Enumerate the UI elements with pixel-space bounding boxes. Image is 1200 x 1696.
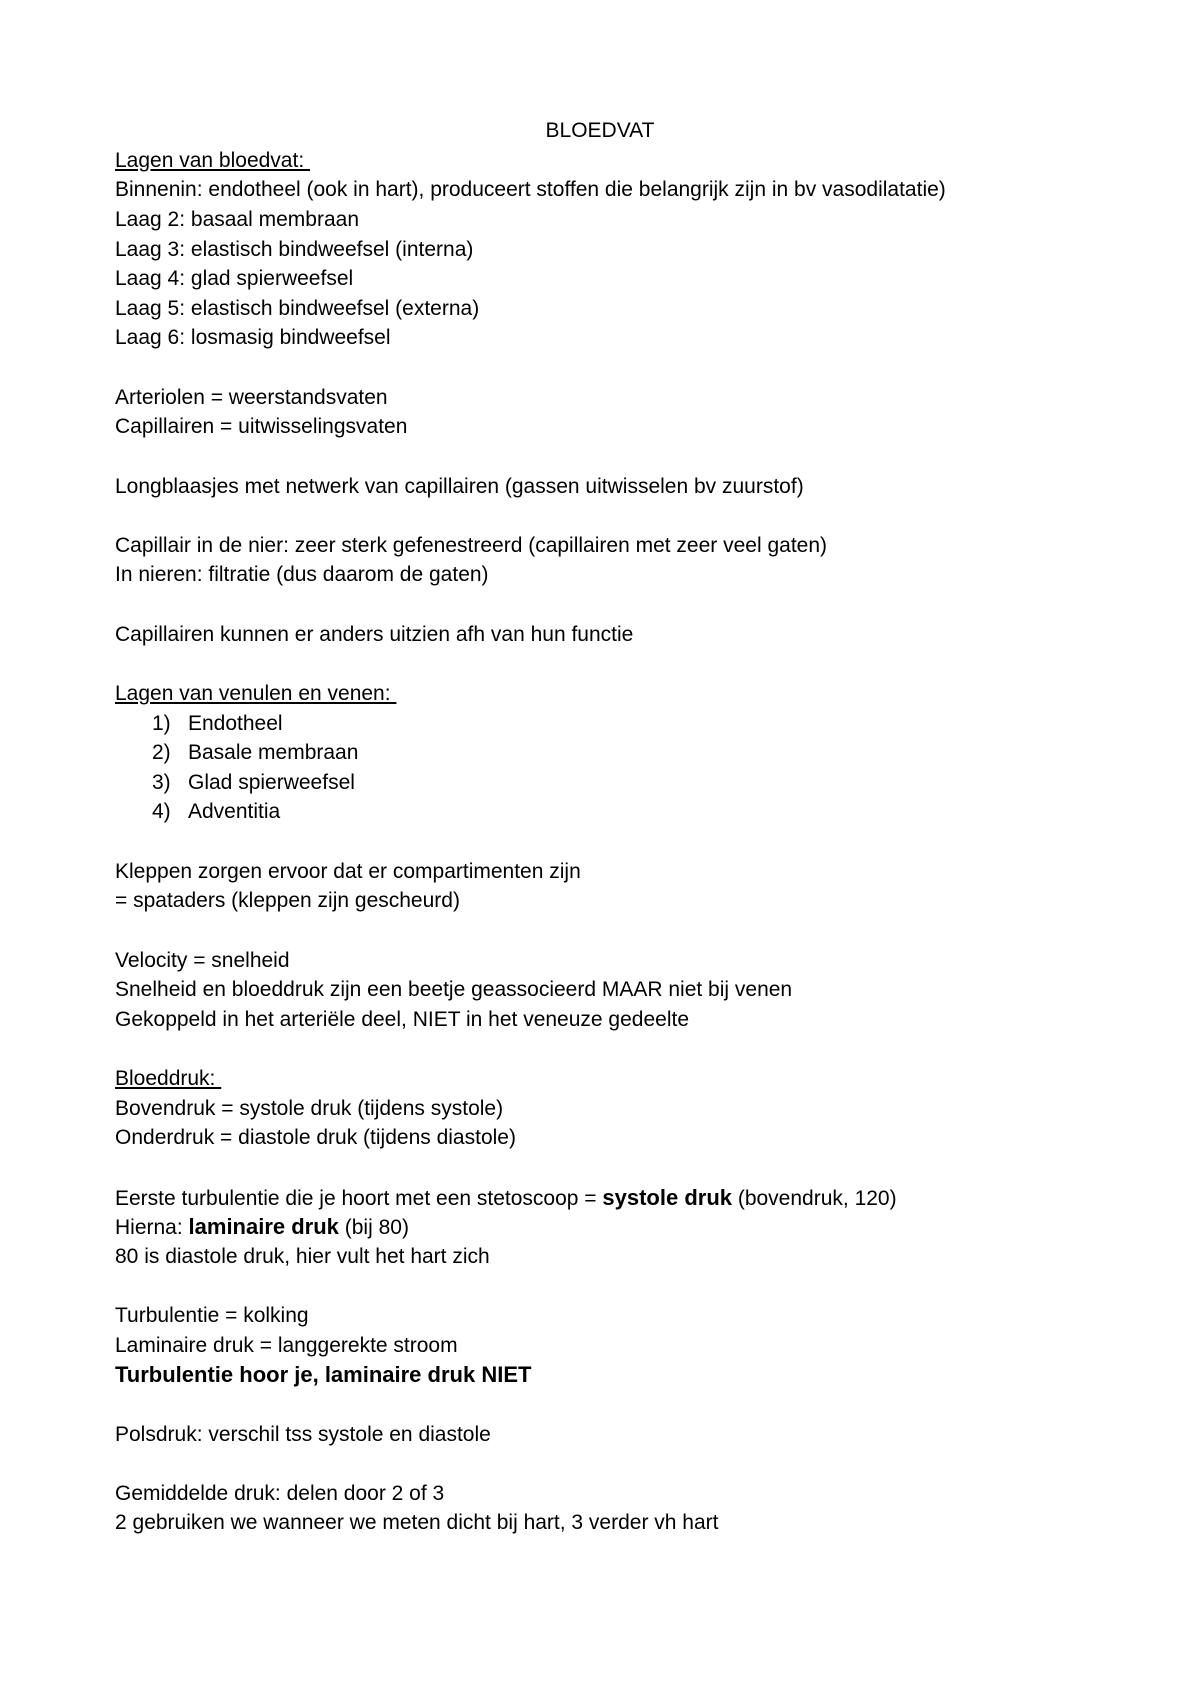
longblaasjes-line: Longblaasjes met netwerk van capillairen (gassen uitwisselen bv zuurstof) bbox=[115, 474, 804, 498]
polsdruk-line: Polsdruk: verschil tss systole en diastole bbox=[115, 1422, 491, 1446]
definition-line-2: Laminaire druk = langgerekte stroom bbox=[115, 1333, 458, 1357]
kleppen-line-2: = spataders (kleppen zijn gescheurd) bbox=[115, 889, 460, 913]
bloeddruk-line-1: Bovendruk = systole druk (tijdens systole) bbox=[115, 1096, 504, 1120]
layer-line-2: Laag 2: basaal membraan bbox=[115, 207, 359, 231]
blank-line bbox=[115, 1153, 1085, 1183]
list-item-text: Basale membraan bbox=[188, 741, 359, 765]
layer-line-3: Laag 3: elastisch bindweefsel (interna) bbox=[115, 237, 474, 261]
layer-line-6: Laag 6: losmasig bindweefsel bbox=[115, 326, 391, 350]
hierna-line bbox=[115, 1212, 1085, 1242]
venen-heading bbox=[115, 679, 1085, 709]
bloeddruk-line-2: Onderdruk = diastole druk (tijdens diastole) bbox=[115, 1126, 516, 1150]
gemiddelde-line-2: 2 gebruiken we wanneer we meten dicht bij hart, 3 verder vh hart bbox=[115, 1511, 719, 1535]
document-page bbox=[115, 116, 1085, 1538]
document-title-text: BLOEDVAT bbox=[545, 119, 655, 142]
velocity-line-1: Velocity = snelheid bbox=[115, 948, 290, 972]
kleppen-line-1: Kleppen zorgen ervoor dat er compartimenten zijn bbox=[115, 859, 581, 883]
list-item bbox=[115, 768, 1085, 798]
blank-line bbox=[115, 827, 1085, 857]
layers-heading bbox=[115, 146, 1085, 176]
blank-line bbox=[115, 1034, 1085, 1064]
bloeddruk-heading-text: Bloeddruk: bbox=[115, 1067, 222, 1090]
blank-line bbox=[115, 353, 1085, 383]
layer-line-4: Laag 4: glad spierweefsel bbox=[115, 267, 354, 291]
list-item-text: Endotheel bbox=[188, 711, 283, 735]
layers-heading-text: Lagen van bloedvat: bbox=[115, 148, 310, 172]
turbulentie-line-before: Eerste turbulentie die je hoort met een stetoscoop = bbox=[115, 1186, 603, 1210]
nier-line-2: In nieren: filtratie (dus daarom de gaten) bbox=[115, 563, 489, 587]
document-title bbox=[115, 116, 1085, 146]
vessel-line-capillairen: Capillairen = uitwisselingsvaten bbox=[115, 415, 408, 439]
hierna-line-before: Hierna: bbox=[115, 1216, 189, 1240]
layer-line-5: Laag 5: elastisch bindweefsel (externa) bbox=[115, 296, 480, 320]
list-item-text: Adventitia bbox=[188, 800, 281, 824]
list-item-text: Glad spierweefsel bbox=[188, 770, 355, 794]
blank-line bbox=[115, 501, 1085, 531]
definition-line-1: Turbulentie = kolking bbox=[115, 1304, 309, 1327]
turbulentie-line-after: (bovendruk, 120) bbox=[732, 1186, 897, 1210]
blank-line bbox=[115, 1449, 1085, 1479]
velocity-line-3: Gekoppeld in het arteriële deel, NIET in het veneuze gedeelte bbox=[115, 1007, 689, 1031]
capillairen-functie-line: Capillairen kunnen er anders uitzien afh van hun functie bbox=[115, 622, 634, 646]
list-item bbox=[115, 738, 1085, 768]
blank-line bbox=[115, 916, 1085, 946]
velocity-line-2: Snelheid en bloeddruk zijn een beetje geassocieerd MAAR niet bij venen bbox=[115, 978, 793, 1002]
list-item bbox=[115, 797, 1085, 827]
turbulentie-line-bold: systole druk bbox=[602, 1184, 732, 1210]
layer-line-1: Binnenin: endotheel (ook in hart), produceert stoffen die belangrijk zijn in bv vasodilatatie) bbox=[115, 178, 946, 202]
blank-line bbox=[115, 1271, 1085, 1301]
blank-line bbox=[115, 1390, 1085, 1420]
emphasis-line: Turbulentie hoor je, laminaire druk NIET bbox=[115, 1362, 532, 1388]
turbulentie-line bbox=[115, 1183, 1085, 1213]
vessel-line-arteriolen: Arteriolen = weerstandsvaten bbox=[115, 385, 388, 409]
hierna-line-after: (bij 80) bbox=[338, 1216, 409, 1240]
venen-heading-text: Lagen van venulen en venen: bbox=[115, 681, 397, 705]
list-number: 1) bbox=[152, 711, 171, 735]
list-number: 4) bbox=[152, 800, 171, 824]
diastole-line: 80 is diastole druk, hier vult het hart zich bbox=[115, 1244, 490, 1268]
blank-line bbox=[115, 590, 1085, 620]
nier-line-1: Capillair in de nier: zeer sterk gefenestreerd (capillairen met zeer veel gaten) bbox=[115, 533, 828, 557]
blank-line bbox=[115, 649, 1085, 679]
blank-line bbox=[115, 442, 1085, 472]
gemiddelde-line-1: Gemiddelde druk: delen door 2 of 3 bbox=[115, 1481, 445, 1505]
list-number: 3) bbox=[152, 770, 171, 794]
bloeddruk-heading bbox=[115, 1064, 1085, 1094]
list-number: 2) bbox=[152, 741, 171, 765]
list-item bbox=[115, 709, 1085, 739]
hierna-line-bold: laminaire druk bbox=[188, 1214, 339, 1240]
